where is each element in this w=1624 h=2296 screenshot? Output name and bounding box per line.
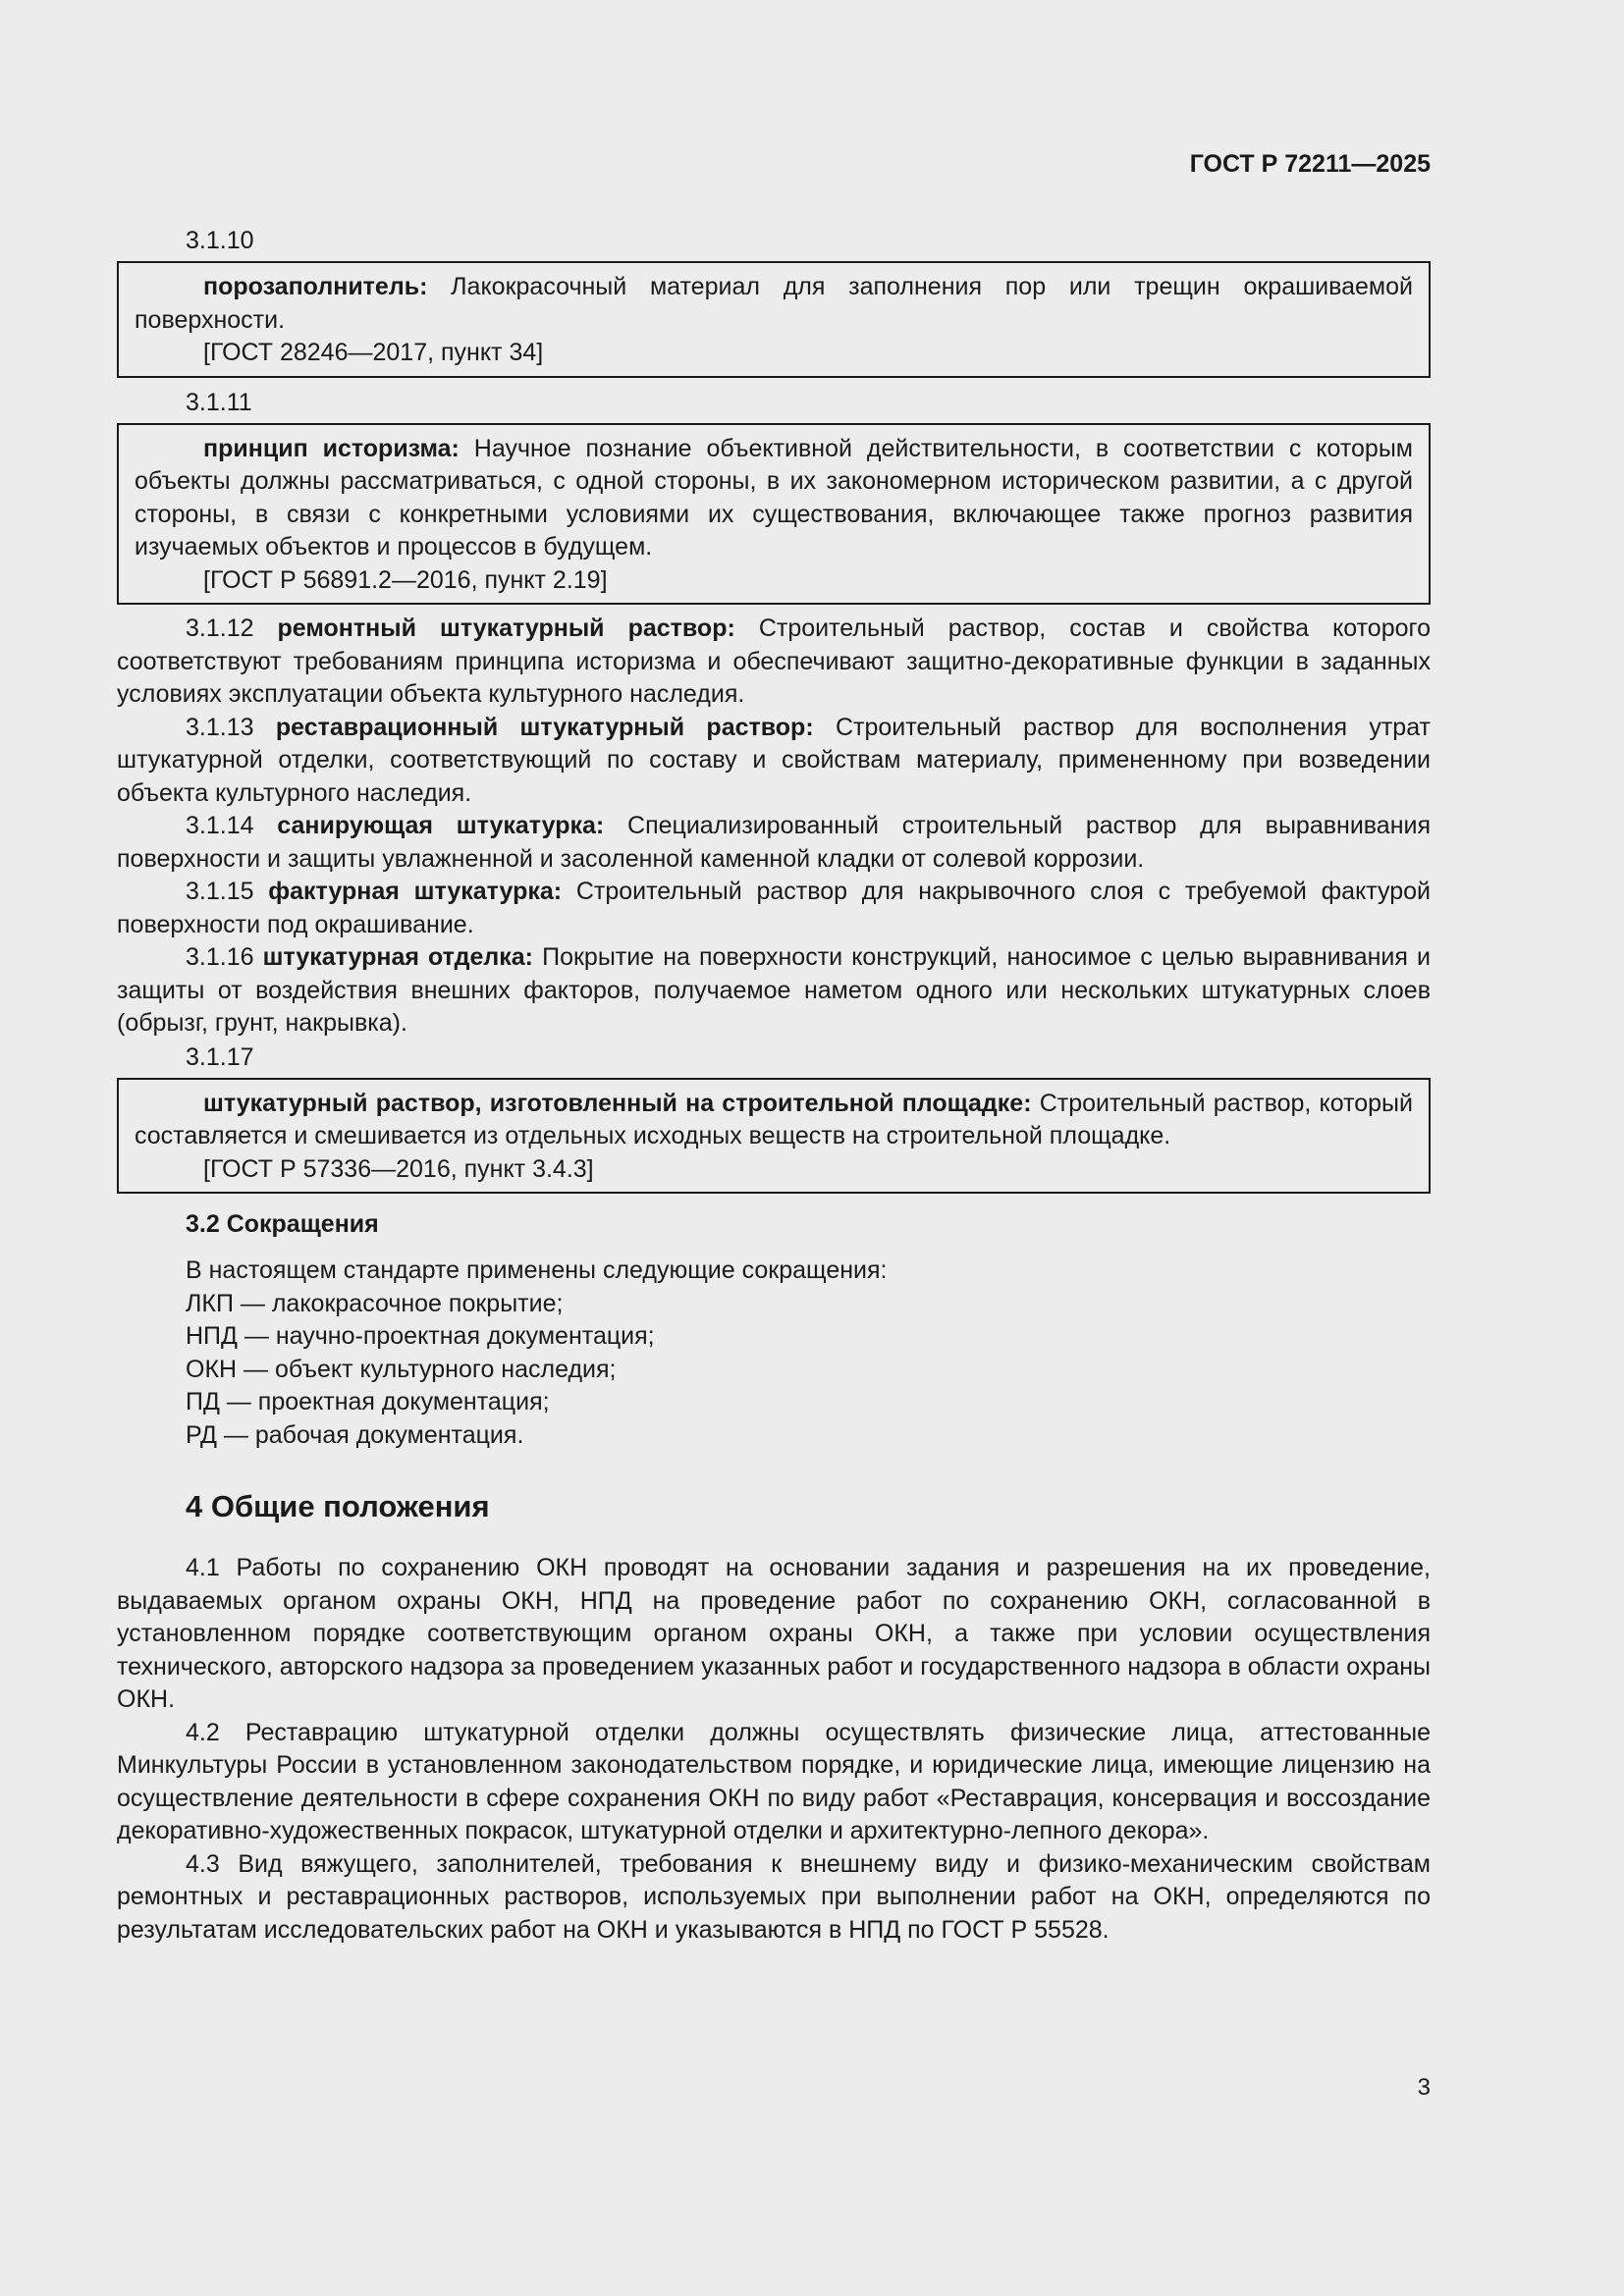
term-name: штукатурный раствор, изготовленный на строительной площадке:	[203, 1089, 1032, 1117]
term-source: [ГОСТ Р 56891.2—2016, пункт 2.19]	[203, 565, 608, 594]
term-number: 3.1.17	[186, 1042, 254, 1071]
term-name: штукатурная отделка:	[262, 943, 533, 971]
term-name: ремонтный штукатурный раствор:	[277, 614, 735, 642]
document-header: ГОСТ Р 72211—2025	[1189, 150, 1431, 178]
abbreviation-item: ПД — проектная документация;	[186, 1388, 550, 1415]
term-definition: принцип историзма: Научное познание объективной действительности, в соответствии с которым объекты должны рассматриваться, с одной стороны, в их закономерном историческом развитии, а с другой стороны, в связи с конкретными условиями их существования, включающее также прогноз развития изучаемых объектов и процессов в будущем.	[135, 434, 1413, 561]
chapter-heading: 4 Общие положения	[186, 1489, 490, 1523]
term-paragraph: 3.1.16 штукатурная отделка: Покрытие на поверхности конструкций, наносимое с целью выравнивания и защиты от воздействия внешних факторов, получаемое наметом одного или нескольких штукатурных слоев (обрызг, грунт, накрывка).	[117, 943, 1431, 1037]
document-body	[117, 224, 1431, 1947]
term-paragraph: 3.1.13 реставрационный штукатурный раствор: Строительный раствор для восполнения утрат штукатурной отделки, соответствующий по составу и свойствам материалу, примененному при возведении объекта культурного наследия.	[117, 713, 1432, 807]
term-number: 3.1.10	[186, 227, 254, 254]
section-heading: 3.2 Сокращения	[186, 1210, 379, 1238]
term-paragraph: 3.1.12 ремонтный штукатурный раствор: Строительный раствор, состав и свойства которого соответствуют требованиям принципа историзма и обеспечивают защитно-декоративные функции в заданных условиях эксплуатации объекта культурного наследия.	[117, 614, 1431, 708]
body-paragraph: 4.1 Работы по сохранению ОКН проводят на основании задания и разрешения на их проведение, выдаваемых органом охраны ОКН, НПД на проведение работ по сохранению ОКН, согласованной в установленном порядке соответствующим органом охраны ОКН, а также при условии осуществления технического, авторского надзора за проведением указанных работ и государственного надзора в области охраны ОКН.	[117, 1554, 1431, 1713]
term-name: санирующая штукатурка:	[277, 812, 605, 839]
term-box	[117, 261, 1431, 378]
term-box	[117, 423, 1431, 606]
abbreviation-item: ЛКП — лакокрасочное покрытие;	[186, 1289, 564, 1317]
body-paragraph: 4.3 Вид вяжущего, заполнителей, требования к внешнему виду и физико-механическим свойствам ремонтных и реставрационных растворов, используемых при выполнении работ на ОКН, определяются по результатам исследовательских работ на ОКН и указываются в НПД по ГОСТ Р 55528.	[117, 1849, 1431, 1944]
body-paragraph: 4.2 Реставрацию штукатурной отделки должны осуществлять физические лица, аттестованные Минкультуры России в установленном законодательством порядке, и юридические лица, имеющие лицензию на осуществление деятельности в сфере сохранения ОКН по виду работ «Реставрация, консервация и воссоздание декоративно-художественных покрасок, штукатурной отделки и архитектурно-лепного декора».	[117, 1718, 1431, 1844]
abbreviation-item: НПД — научно-проектная документация;	[186, 1322, 655, 1350]
page-number: 3	[1417, 2074, 1431, 2101]
abbreviation-item: РД — рабочая документация.	[186, 1420, 524, 1449]
term-paragraph: 3.1.14 санирующая штукатурка: Специализированный строительный раствор для выравнивания поверхности и защиты увлажненной и засоленной каменной кладки от солевой коррозии.	[117, 812, 1431, 873]
term-name: порозаполнитель:	[203, 273, 428, 300]
term-paragraph: 3.1.15 фактурная штукатурка: Строительный раствор для накрывочного слоя с требуемой фактурой поверхности под окрашивание.	[117, 878, 1432, 938]
term-source: [ГОСТ 28246—2017, пункт 34]	[203, 339, 544, 366]
term-definition: порозаполнитель: Лакокрасочный материал для заполнения пор или трещин окрашиваемой поверхности.	[135, 273, 1413, 334]
term-name: фактурная штукатурка:	[268, 878, 563, 905]
abbreviations-intro: В настоящем стандарте применены следующие сокращения:	[186, 1256, 888, 1284]
term-box	[117, 1078, 1431, 1195]
abbreviation-item: ОКН — объект культурного наследия;	[186, 1355, 617, 1383]
term-source: [ГОСТ Р 57336—2016, пункт 3.4.3]	[203, 1154, 594, 1183]
term-name: реставрационный штукатурный раствор:	[275, 713, 814, 741]
term-definition: штукатурный раствор, изготовленный на строительной площадке: Строительный раствор, который составляется и смешивается из отдельных исходных веществ на строительной площадке.	[135, 1089, 1413, 1149]
term-number: 3.1.11	[186, 388, 252, 416]
term-name: принцип историзма:	[203, 434, 460, 462]
